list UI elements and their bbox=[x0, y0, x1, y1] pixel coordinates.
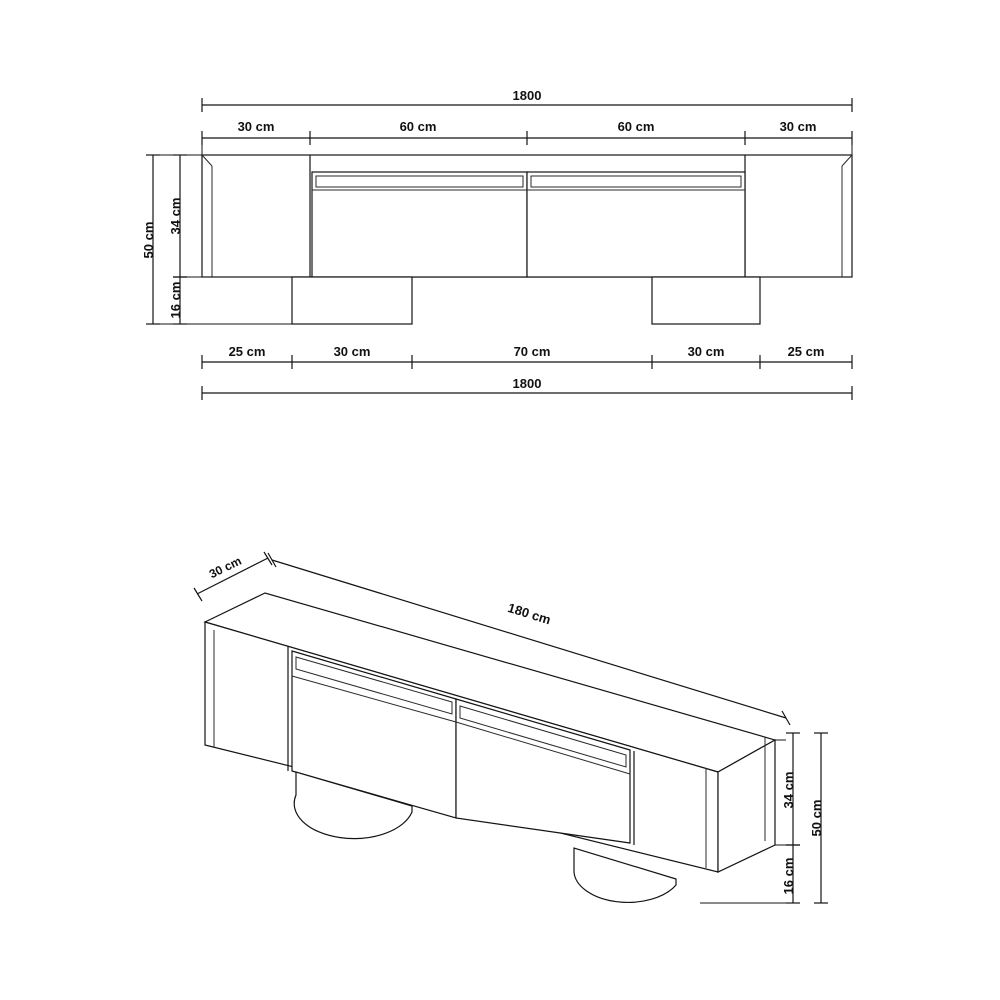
bottom-segment-label-4: 30 cm bbox=[687, 344, 725, 359]
left-height-label-16: 16 cm bbox=[168, 281, 183, 319]
width-label: 180 cm bbox=[506, 600, 553, 628]
right-height-label-50: 50 cm bbox=[809, 799, 824, 837]
perspective-view bbox=[194, 552, 828, 903]
top-segment-label-3: 60 cm bbox=[617, 119, 655, 134]
cabinet-front-body bbox=[202, 155, 852, 324]
left-height-label-34: 34 cm bbox=[168, 197, 183, 235]
top-segment-dimensions bbox=[202, 119, 852, 145]
top-segment-label-1: 30 cm bbox=[237, 119, 275, 134]
top-overall-dimension bbox=[202, 88, 852, 112]
depth-label: 30 cm bbox=[206, 553, 244, 582]
right-height-label-34: 34 cm bbox=[781, 771, 796, 809]
top-segment-label-4: 30 cm bbox=[779, 119, 817, 134]
depth-dimension bbox=[194, 552, 272, 601]
bottom-segment-dimensions bbox=[202, 344, 852, 369]
bottom-overall-dimension bbox=[202, 376, 852, 400]
left-height-label-50: 50 cm bbox=[141, 221, 156, 259]
cabinet-perspective-body bbox=[205, 593, 775, 902]
top-segment-label-2: 60 cm bbox=[399, 119, 437, 134]
bottom-overall-label: 1800 bbox=[512, 376, 542, 391]
right-height-label-16: 16 cm bbox=[781, 857, 796, 895]
front-elevation-view bbox=[141, 88, 852, 400]
bottom-segment-label-3: 70 cm bbox=[513, 344, 551, 359]
bottom-segment-label-1: 25 cm bbox=[228, 344, 266, 359]
bottom-segment-label-5: 25 cm bbox=[787, 344, 825, 359]
top-overall-label: 1800 bbox=[512, 88, 542, 103]
bottom-segment-label-2: 30 cm bbox=[333, 344, 371, 359]
